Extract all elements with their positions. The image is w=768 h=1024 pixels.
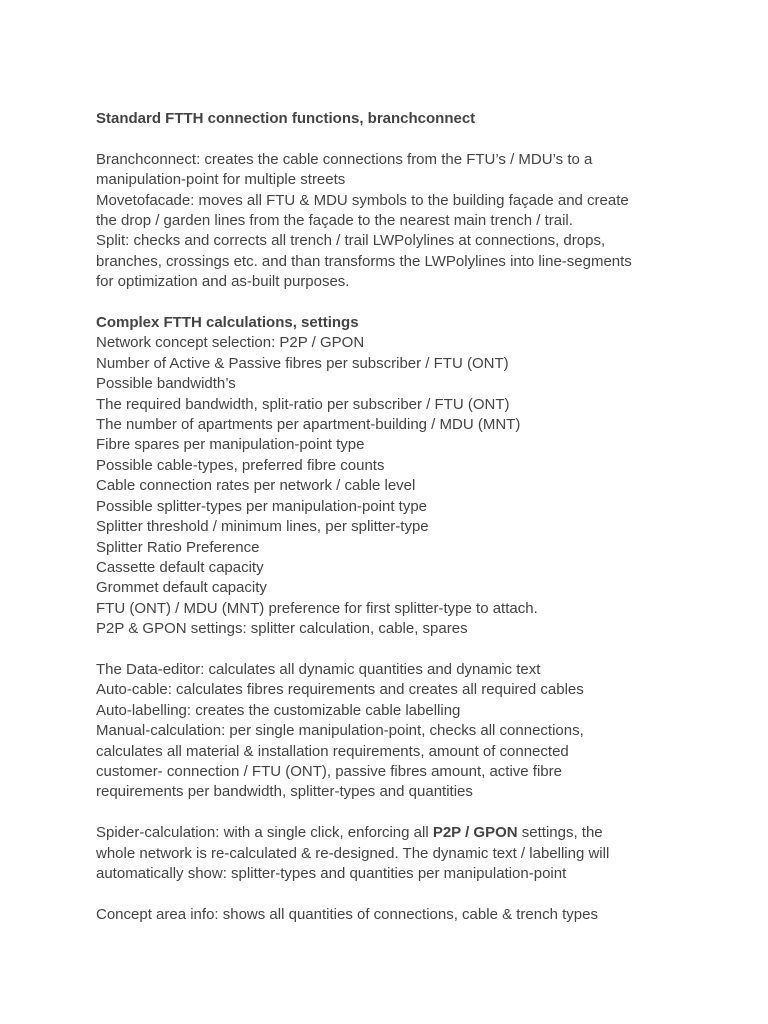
- text-line: Auto-cable: calculates fibres requirements and creates all required cables: [96, 681, 584, 699]
- text-line: for optimization and as-built purposes.: [96, 273, 350, 291]
- text-line: Splitter threshold / minimum lines, per splitter-type: [96, 518, 429, 536]
- text-line: Grommet default capacity: [96, 579, 267, 597]
- text-line: The number of apartments per apartment-building / MDU (MNT): [96, 416, 521, 434]
- text-line: Concept area info: shows all quantities of connections, cable & trench types: [96, 905, 598, 923]
- text-line: The Data-editor: calculates all dynamic quantities and dynamic text: [96, 660, 541, 678]
- text-line: Possible splitter-types per manipulation-point type: [96, 497, 428, 515]
- text-line: [96, 823, 708, 843]
- section-heading-standard-ftth: Standard FTTH connection functions, branchconnect: [96, 110, 476, 127]
- text-line: The required bandwidth, split-ratio per subscriber / FTU (ONT): [96, 395, 510, 413]
- text-line: Branchconnect: creates the cable connections from the FTU’s / MDU’s to a: [96, 150, 593, 168]
- text-line: Number of Active & Passive fibres per subscriber / FTU (ONT): [96, 354, 509, 372]
- text-line: Possible bandwidth’s: [96, 375, 236, 393]
- section-complex-ftth-body: [96, 333, 708, 639]
- section-standard-ftth-body: [96, 150, 708, 293]
- text-line: the drop / garden lines from the façade to the nearest main trench / trail.: [96, 212, 573, 230]
- text-line: Manual-calculation: per single manipulation-point, checks all connections,: [96, 722, 584, 740]
- spacer: [96, 293, 708, 313]
- text-line: calculates all material & installation requirements, amount of connected: [96, 742, 569, 760]
- text-line: branches, crossings etc. and than transforms the LWPolylines into line-segments: [96, 252, 632, 270]
- section-heading-complex-ftth: Complex FTTH calculations, settings: [96, 314, 359, 332]
- text-line: Fibre spares per manipulation-point type: [96, 436, 365, 454]
- section-data-editor-body: [96, 660, 708, 803]
- text-line: whole network is re-calculated & re-designed. The dynamic text / labelling will: [96, 844, 610, 862]
- text-line: requirements per bandwidth, splitter-types and quantities: [96, 783, 473, 801]
- text-line: automatically show: splitter-types and quantities per manipulation-point: [96, 864, 567, 882]
- text-line: Possible cable-types, preferred fibre counts: [96, 456, 385, 474]
- text-line: Network concept selection: P2P / GPON: [96, 334, 365, 352]
- section-spider-calculation-body: [96, 823, 708, 884]
- text-line: Split: checks and corrects all trench / trail LWPolylines at connections, drops,: [96, 232, 606, 250]
- text-line: Splitter Ratio Preference: [96, 538, 260, 556]
- text-span: settings, the: [517, 824, 603, 842]
- text-line: P2P & GPON settings: splitter calculation, cable, spares: [96, 620, 468, 638]
- bold-text-p2p-gpon: P2P / GPON: [432, 824, 518, 842]
- text-line: Cable connection rates per network / cable level: [96, 477, 416, 495]
- text-line: FTU (ONT) / MDU (MNT) preference for first splitter-type to attach.: [96, 599, 538, 617]
- text-line: manipulation-point for multiple streets: [96, 171, 346, 189]
- spacer: [96, 803, 708, 823]
- text-line: Movetofacade: moves all FTU & MDU symbols to the building façade and create: [96, 191, 629, 209]
- text-line: Cassette default capacity: [96, 558, 264, 576]
- text-span: Spider-calculation: with a single click, enforcing all: [96, 824, 433, 842]
- text-line: Auto-labelling: creates the customizable cable labelling: [96, 701, 461, 719]
- spacer: [96, 884, 708, 904]
- spacer: [96, 640, 708, 660]
- text-line: customer- connection / FTU (ONT), passive fibres amount, active fibre: [96, 762, 562, 780]
- section-concept-area-body: [96, 905, 708, 925]
- spacer: [96, 129, 708, 149]
